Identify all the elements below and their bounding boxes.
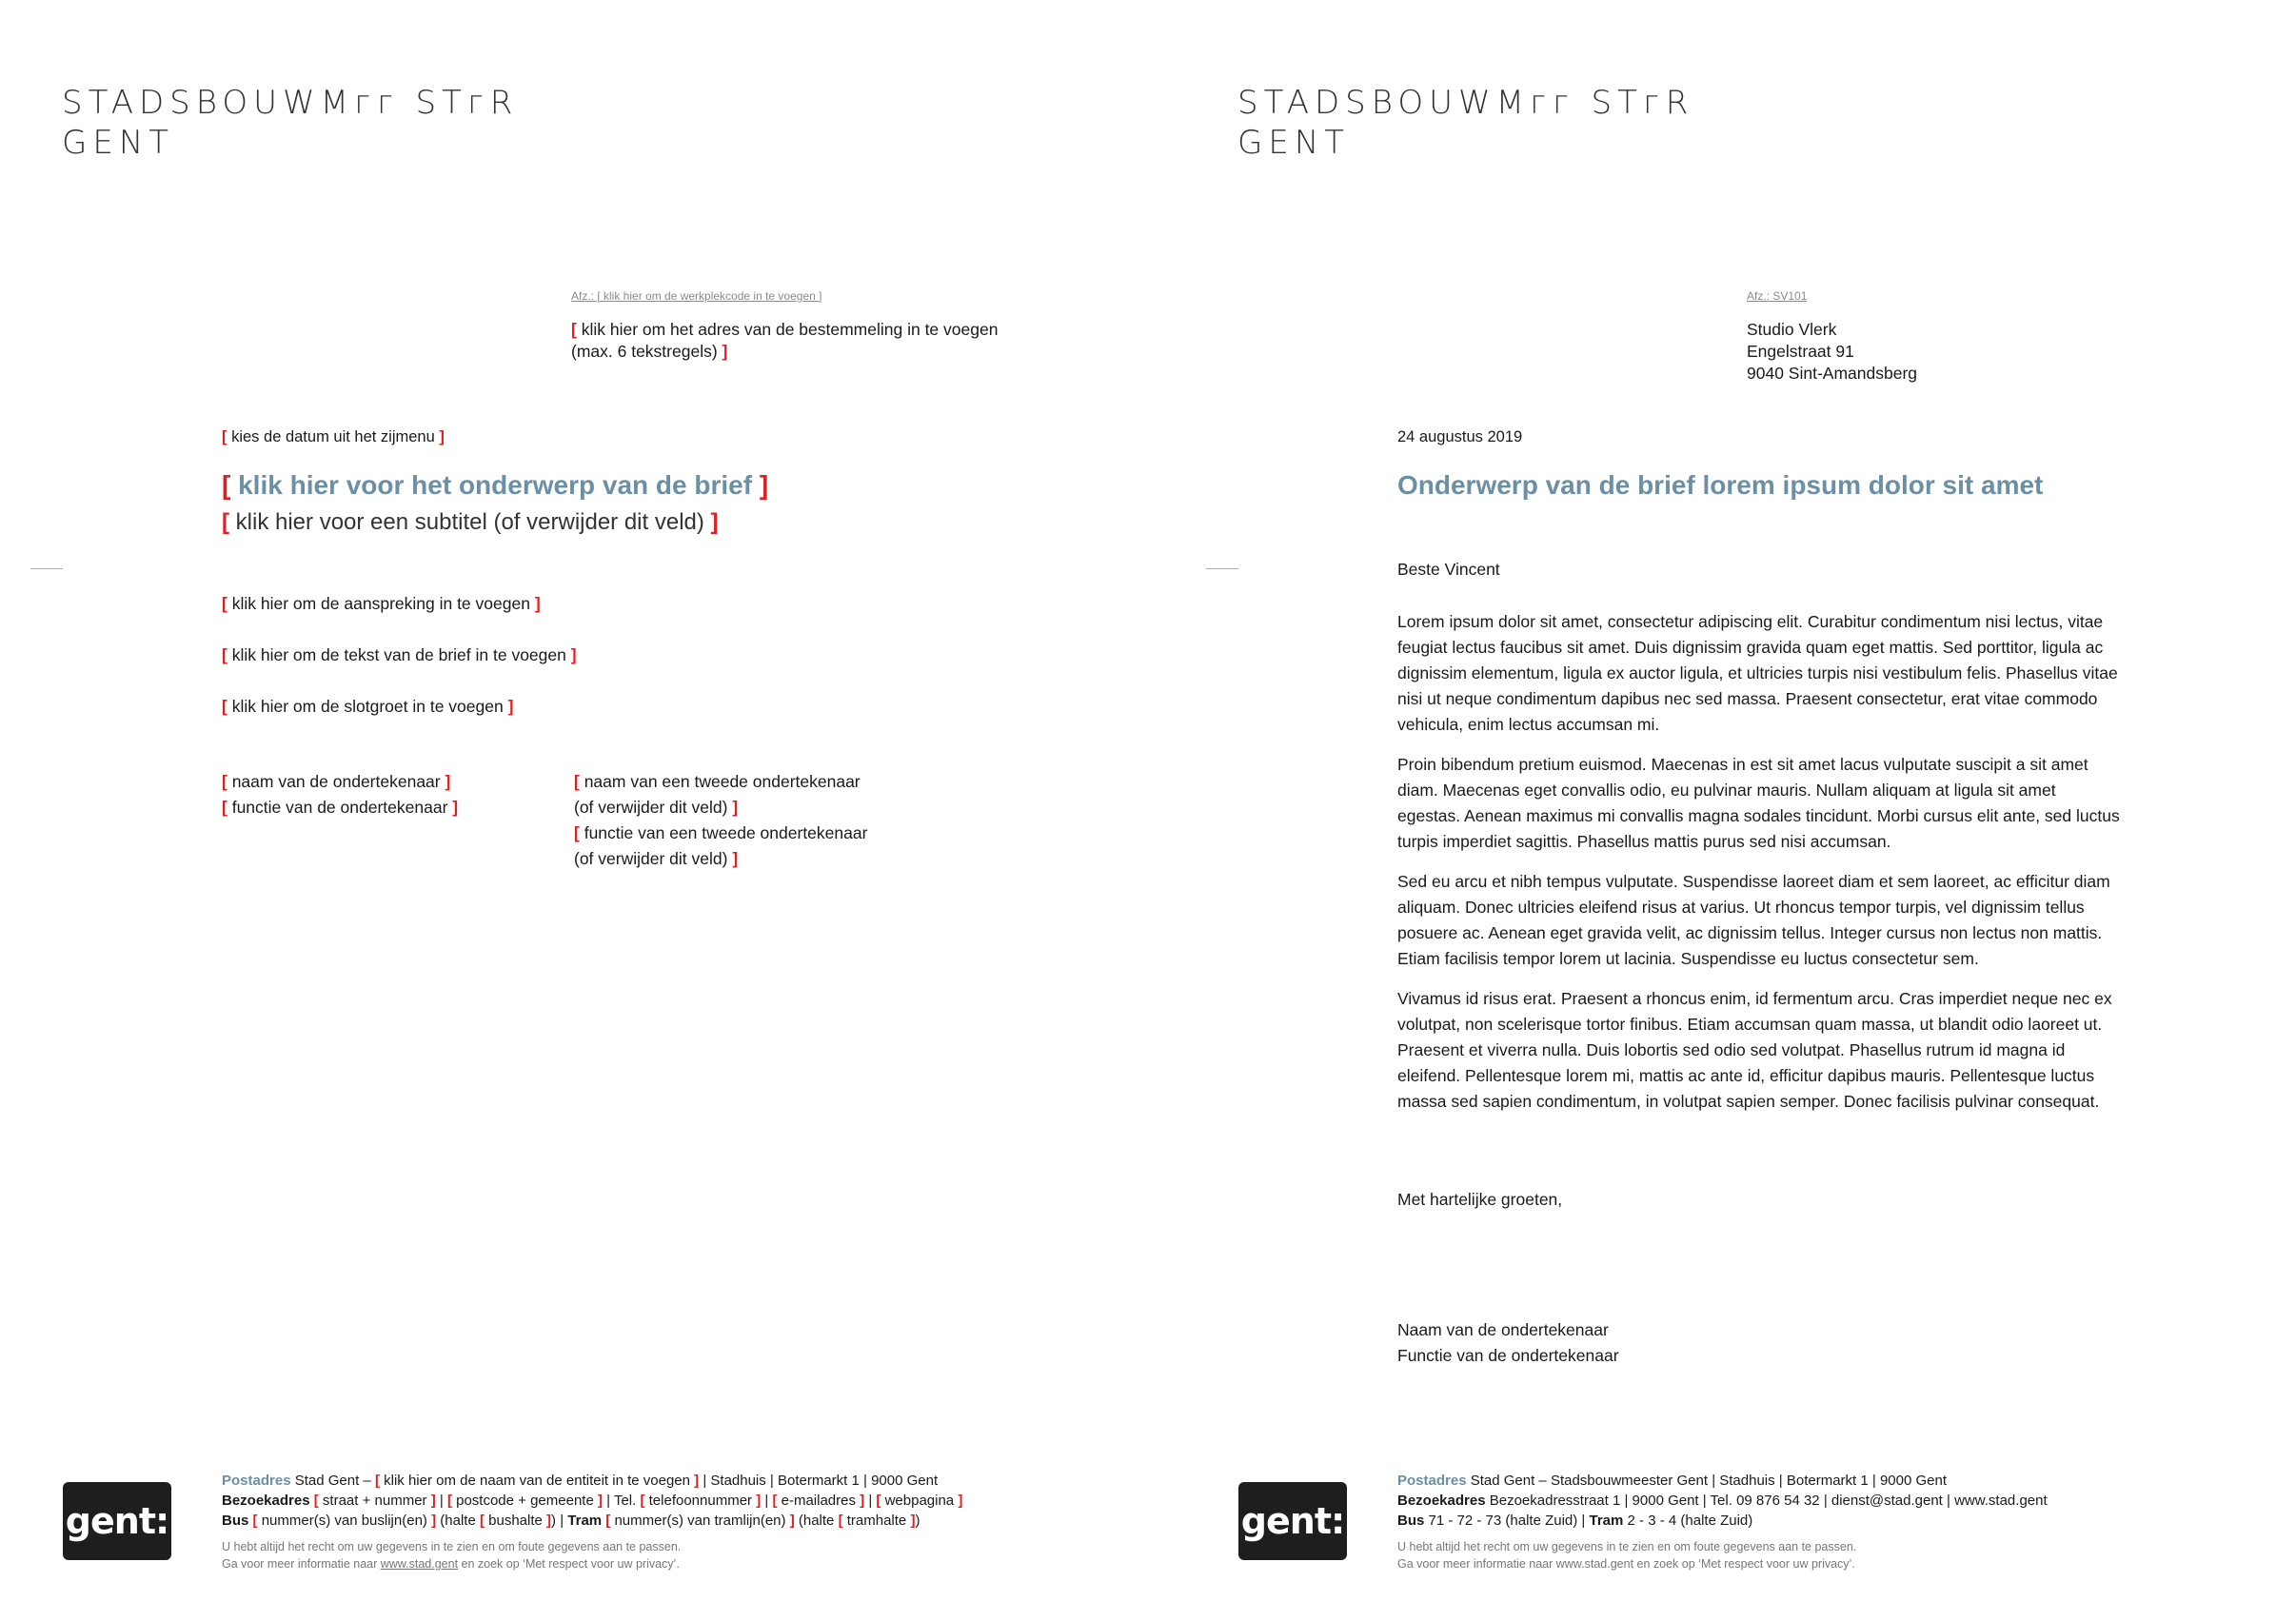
- date: 24 augustus 2019: [1397, 428, 1523, 445]
- logo-line1: STADSBOUWMᴦᴦ STᴦR: [1237, 84, 1694, 122]
- logo-line2: GENT: [62, 124, 175, 162]
- subject: Onderwerp van de brief lorem ipsum dolor sit amet: [1397, 470, 2044, 500]
- fold-mark: [30, 568, 63, 569]
- letter-example-page: [1176, 0, 2296, 1602]
- recipient-address-field[interactable]: [ klik hier om het adres van de bestemmeling in te voegen (max. 6 tekstregels) ]: [571, 320, 999, 361]
- logo-line1: STADSBOUWMᴦᴦ STᴦR: [62, 84, 519, 122]
- privacy-link[interactable]: www.stad.gent: [1555, 1557, 1634, 1571]
- footer-bezoekadres: Bezoekadres [ straat + nummer ] | [ postcode + gemeente ] | Tel. [ telefoonnummer ] | [ e-mailadres ] | [ webpagina ]: [222, 1493, 963, 1509]
- privacy-notice: U hebt altijd het recht om uw gegevens in te zien en om foute gegevens aan te passen. Ga voor meer informatie naar www.stad.gent en zoek op ‘Met respect voor uw privacy’.: [222, 1540, 682, 1571]
- date-field[interactable]: [ kies de datum uit het zijmenu ]: [222, 428, 445, 445]
- paragraph: Proin bibendum pretium euismod. Maecenas in est sit amet lacus vulputate suscipit a sit amet diam. Maecenas eget convallis odio, eu pulvinar mauris. Nullam aliquam at ligula sit amet egestas. Aenean maximus mi convallis magna sodales tincidunt. Morbi cursus elit ante, sed luctus turpis imperdiet sagittis. Phasellus mattis purus sed nisi accumsan.: [1397, 755, 2120, 851]
- salutation-field[interactable]: [ klik hier om de aanspreking in te voegen ]: [222, 594, 541, 613]
- privacy-notice: U hebt altijd het recht om uw gegevens in te zien en om foute gegevens aan te passen. Ga voor meer informatie naar www.stad.gent en zoek op ‘Met respect voor uw privacy’.: [1397, 1540, 1857, 1571]
- subject-field[interactable]: [ klik hier voor het onderwerp van de brief ]: [222, 470, 769, 500]
- salutation: Beste Vincent: [1397, 560, 1500, 579]
- body-field[interactable]: [ klik hier om de tekst van de brief in te voegen ]: [222, 645, 577, 664]
- recipient-address: Studio Vlerk Engelstraat 91 9040 Sint-Amandsberg: [1747, 320, 1917, 383]
- footer: [222, 1471, 962, 1531]
- fold-mark: [1206, 568, 1238, 569]
- letter-body: [1397, 609, 2121, 1129]
- signatory-1[interactable]: [ naam van de ondertekenaar ] [ functie van de ondertekenaar ]: [222, 772, 459, 817]
- footer-bezoekadres: Bezoekadres Bezoekadresstraat 1 | 9000 Gent | Tel. 09 876 54 32 | dienst@stad.gent | www.stad.gent: [1397, 1493, 2048, 1509]
- footer-postadres: Postadres Stad Gent – [ klik hier om de naam van de entiteit in te voegen ] | Stadhuis | Botermarkt 1 | 9000 Gent: [222, 1473, 939, 1489]
- subtitle-field[interactable]: [ klik hier voor een subtitel (of verwijder dit veld) ]: [222, 509, 719, 535]
- closing: Met hartelijke groeten,: [1397, 1190, 1563, 1209]
- footer-transport: Bus [ nummer(s) van buslijn(en) ] (halte [ bushalte ]) | Tram [ nummer(s) van tramlijn(en) ] (halte [ tramhalte ]): [222, 1513, 920, 1529]
- paragraph: Lorem ipsum dolor sit amet, consectetur adipiscing elit. Curabitur condimentum nisi lectus, vitae feugiat lectus faucibus sit amet. Duis dignissim gravida quam eget mattis. Sed porttitor, ligula ac dignissim elementum, ligula ex auctor ligula, et ultricies turpis nisi vestibulum felis. Phasellus vitae nisi ut neque condimentum dapibus nec sed massa. Praesent consectetur, erat vitae commodo vehicula, enim lectus accumsan mi.: [1397, 612, 2118, 734]
- paragraph: Sed eu arcu et nibh tempus vulputate. Suspendisse laoreet diam et sem laoreet, ac efficitur diam aliquam. Donec ultricies eleifend risus at varius. Ut rhoncus tempor turpis, vel dignissim tellus posuere ac. Aenean eget gravida velit, ac dignissim tellus. Integer cursus non lectus non mattis. Etiam facilisis tempor lorem ut lacinia. Suspendisse eu luctus consectetur sem.: [1397, 872, 2110, 968]
- sender-ref: Afz.: SV101: [1747, 289, 1808, 303]
- paragraph: Vivamus id risus erat. Praesent a rhoncus enim, id fermentum arcu. Cras imperdiet neque nec ex volutpat, non scelerisque tortor finibus. Etiam accumsan quam massa, ut blandit odio laoreet ut. Praesent et viverra nulla. Duis lobortis sed odio sed volutpat. Phasellus rutrum id magna id eleifend. Pellentesque lorem mi, mattis ac ante id, efficitur dapibus mauris. Pellentesque luctus massa sed sapien condimentum, in volutpat sapien semper. Donec facilisis pulvinar consequat.: [1397, 989, 2112, 1111]
- privacy-link[interactable]: www.stad.gent: [380, 1557, 459, 1571]
- gent-logo: gent:: [63, 1482, 171, 1560]
- sender-ref-field[interactable]: Afz.: [ klik hier om de werkplekcode in te voegen ]: [571, 289, 822, 303]
- footer-transport: Bus 71 - 72 - 73 (halte Zuid) | Tram 2 - 3 - 4 (halte Zuid): [1397, 1513, 1753, 1529]
- signatory: Naam van de ondertekenaar Functie van de ondertekenaar: [1397, 1320, 1619, 1365]
- footer-postadres: Postadres Stad Gent – Stadsbouwmeester Gent | Stadhuis | Botermarkt 1 | 9000 Gent: [1397, 1473, 1948, 1489]
- signatory-2[interactable]: [ naam van een tweede ondertekenaar (of verwijder dit veld) ] [ functie van een tweede ondertekenaar (of verwijder dit veld) ]: [574, 772, 868, 868]
- logo-line2: GENT: [1237, 124, 1351, 162]
- gent-logo: gent:: [1238, 1482, 1347, 1560]
- closing-field[interactable]: [ klik hier om de slotgroet in te voegen ]: [222, 697, 514, 716]
- footer: [1397, 1471, 2048, 1531]
